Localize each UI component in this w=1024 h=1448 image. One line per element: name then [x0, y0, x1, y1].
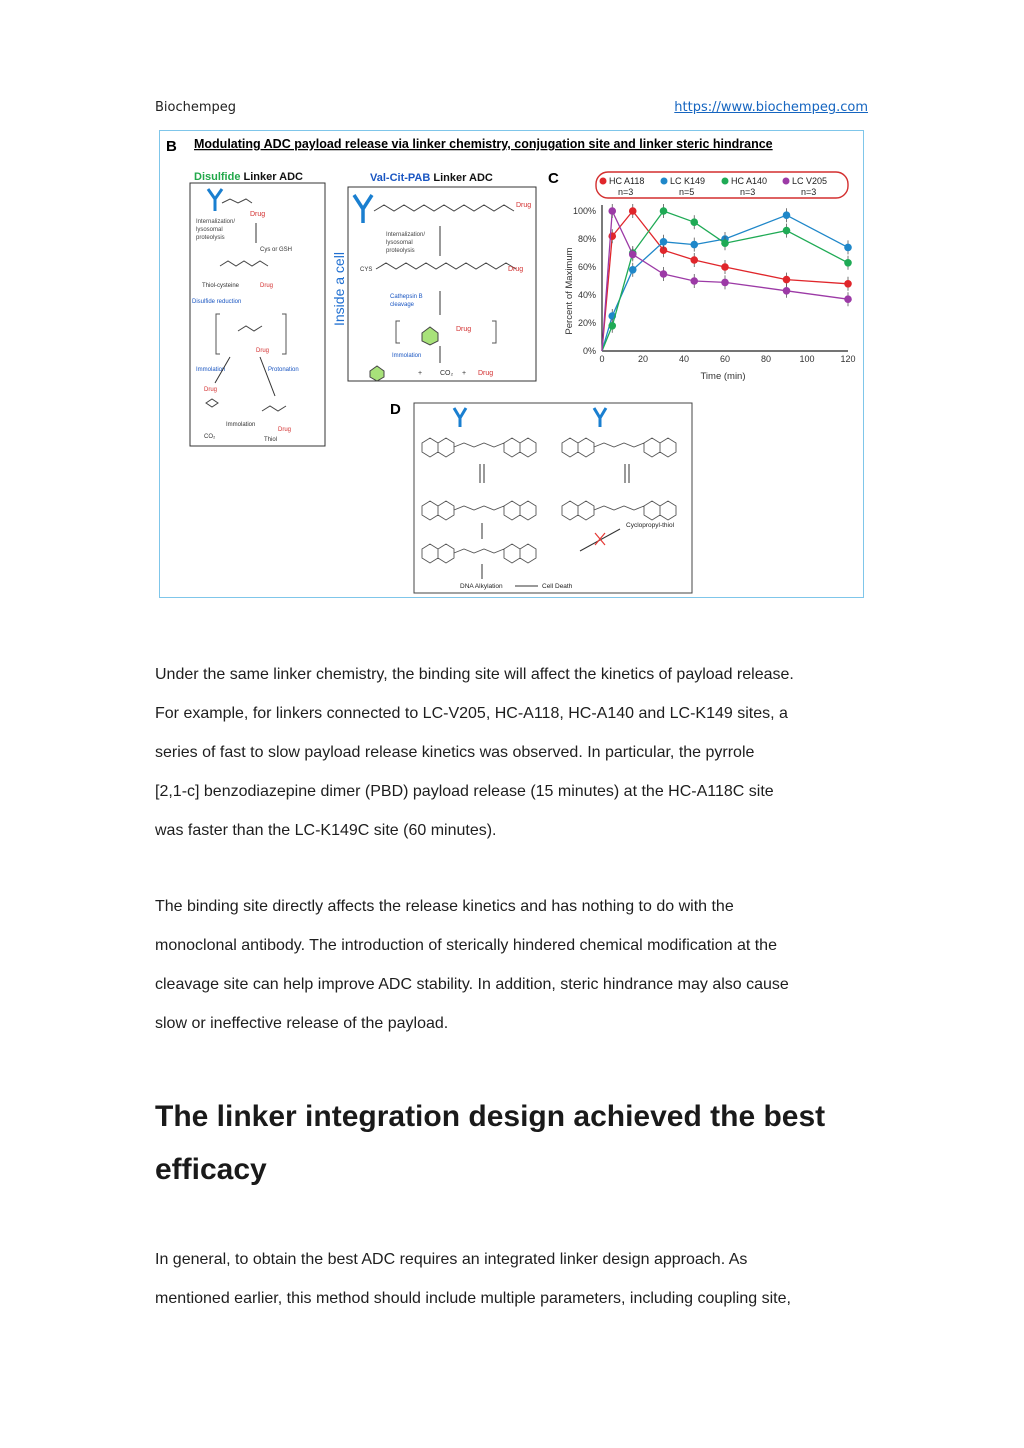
data-point	[608, 322, 616, 330]
pbd-antibody-icons	[454, 408, 606, 427]
data-point	[660, 238, 668, 246]
pbd-structures	[422, 438, 676, 563]
data-point	[721, 279, 729, 287]
immolation-label-2: Immolation	[226, 422, 256, 428]
drug-label-4: Drug	[204, 387, 218, 393]
panel-b-label: B	[166, 138, 177, 155]
x-tick-label: 60	[719, 354, 731, 364]
y-tick-label: 80%	[577, 234, 596, 244]
cyclopropyl-label: Cyclopropyl-thiol	[626, 522, 675, 529]
disulfide-title: Disulfide Linker ADC	[194, 171, 303, 183]
legend-n-label: n=3	[801, 187, 817, 197]
data-point	[844, 280, 852, 288]
site-name: Biochempeg	[155, 100, 237, 115]
y-tick-label: 100%	[572, 206, 596, 216]
internalization-label: Internalization/ lysosomal proteolysis	[196, 219, 236, 241]
aza-quinone-ring	[370, 366, 384, 381]
vcpab-cleaved-chain	[376, 263, 516, 269]
data-point	[783, 276, 791, 284]
x-tick-label: 0	[599, 354, 605, 364]
data-point	[629, 266, 637, 274]
thiol-structure	[220, 261, 268, 266]
cys-label: Cys or GSH	[260, 247, 293, 253]
vcpab-drug-label-2: Drug	[508, 266, 524, 273]
data-point	[608, 207, 616, 215]
heading-line: The linker integration design achieved the best	[155, 1100, 826, 1133]
legend-label: LC K149	[670, 176, 706, 186]
y-axis-label: Percent of Maximum	[564, 247, 575, 335]
drug-product: Drug	[478, 370, 494, 377]
legend-marker	[600, 178, 607, 185]
legend-label: LC V205	[792, 176, 828, 186]
text-line: The binding site directly affects the release kinetics and has nothing to do with the	[155, 898, 734, 915]
release-kinetics-chart	[573, 204, 856, 364]
data-point	[660, 207, 668, 215]
co2-label: CO₂	[204, 434, 216, 440]
data-point	[690, 256, 698, 264]
legend-label: HC A118	[609, 176, 645, 186]
linker-structure	[222, 199, 252, 203]
x-tick-label: 20	[637, 354, 649, 364]
legend-marker	[783, 178, 790, 185]
thiol-cysteine-label: Thiol-cysteine	[202, 283, 240, 289]
drug-label-3: Drug	[256, 348, 270, 354]
legend-marker	[661, 178, 668, 185]
data-point	[721, 239, 729, 247]
vcpab-drug-label-3: Drug	[456, 326, 472, 333]
text-line: [2,1-c] benzodiazepine dimer (PBD) payload release (15 minutes) at the HC-A118C site	[155, 783, 774, 800]
plus-1: +	[418, 370, 423, 377]
cell-death-label: Cell Death	[542, 583, 573, 590]
panel-c-label: C	[548, 170, 559, 187]
x-tick-label: 120	[840, 354, 856, 364]
data-point	[783, 211, 791, 219]
figure-title: Modulating ADC payload release via linker chemistry, conjugation site and linker steric hindrance	[194, 137, 773, 151]
x-axis-label: Time (min)	[700, 371, 746, 382]
paragraph-2	[155, 887, 885, 1043]
vcpab-antibody-icon	[354, 195, 372, 223]
disulfide-drug-label: Drug	[250, 211, 266, 218]
plus-2: +	[462, 370, 467, 377]
co2-product: CO₂	[440, 370, 454, 377]
legend-n-label: n=3	[618, 187, 634, 197]
data-point	[629, 207, 637, 215]
chart-legend	[600, 176, 828, 197]
thiol-label: Thiol	[264, 437, 278, 443]
y-tick-label: 60%	[577, 262, 596, 272]
bracket	[216, 314, 286, 354]
vcpab-internalization: Internalization/ lysosomal proteolysis	[386, 232, 426, 254]
y-tick-label: 40%	[577, 290, 596, 300]
legend-n-label: n=5	[679, 187, 695, 197]
heading-line: efficacy	[155, 1153, 267, 1186]
data-point	[690, 277, 698, 285]
vcpab-immolation: Immolation	[392, 353, 422, 359]
legend-marker	[722, 178, 729, 185]
site-url-link[interactable]: https://www.biochempeg.com	[674, 100, 868, 115]
vcpab-box	[348, 187, 536, 381]
legend-label: HC A140	[731, 176, 768, 186]
data-point	[660, 270, 668, 278]
text-line: For example, for linkers connected to LC-V205, HC-A118, HC-A140 and LC-K149 sites, a	[155, 705, 788, 722]
vcpab-title: Val-Cit-PAB Linker ADC	[370, 172, 493, 184]
data-point	[690, 218, 698, 226]
pab-ring	[422, 327, 438, 345]
vcpab-bracket	[396, 321, 496, 343]
data-point	[844, 295, 852, 303]
text-line: was faster than the LC-K149C site (60 minutes).	[155, 822, 497, 839]
immolation-label: Immolation	[196, 367, 226, 373]
panel-d-arrows	[480, 464, 629, 579]
data-point	[844, 259, 852, 267]
x-tick-label: 80	[760, 354, 772, 364]
y-tick-label: 0%	[582, 346, 596, 356]
data-point	[844, 244, 852, 252]
intermediate-structure	[238, 326, 262, 331]
drug-label-2: Drug	[260, 283, 274, 289]
data-point	[783, 227, 791, 235]
paragraph-1	[155, 655, 885, 850]
paragraph-3	[155, 1240, 885, 1318]
dna-alkylation-label: DNA Alkylation	[460, 583, 503, 590]
text-line: monoclonal antibody. The introduction of sterically hindered chemical modification at the	[155, 937, 777, 954]
panel-d-label: D	[390, 401, 401, 418]
y-tick-label: 20%	[577, 318, 596, 328]
text-line: Under the same linker chemistry, the binding site will affect the kinetics of payload release.	[155, 666, 794, 683]
cross-mark	[595, 533, 605, 545]
thiirane-structure	[206, 399, 218, 407]
x-tick-label: 40	[678, 354, 690, 364]
data-point	[629, 251, 637, 259]
antibody-icon	[208, 189, 222, 211]
text-line: In general, to obtain the best ADC requires an integrated linker design approach. As	[155, 1251, 748, 1268]
panel-d-box	[414, 403, 692, 593]
text-line: mentioned earlier, this method should include multiple parameters, including coupling site,	[155, 1290, 791, 1307]
legend-n-label: n=3	[740, 187, 756, 197]
thiol-product-structure	[262, 406, 286, 411]
data-point	[721, 263, 729, 271]
vcpab-drug-label: Drug	[516, 202, 532, 209]
text-line: series of fast to slow payload release kinetics was observed. In particular, the pyrrole	[155, 744, 755, 761]
drug-label-5: Drug	[278, 427, 292, 433]
vcpab-chain	[374, 205, 514, 211]
disulfide-reduction-label: Disulfide reduction	[192, 299, 242, 305]
x-tick-label: 100	[799, 354, 815, 364]
data-point	[783, 287, 791, 295]
text-line: slow or ineffective release of the payload.	[155, 1015, 449, 1032]
cathepsin-label: Cathepsin B cleavage	[390, 294, 423, 308]
inside-cell-label: Inside a cell	[331, 252, 347, 326]
section-heading	[155, 1090, 895, 1196]
text-line: cleavage site can help improve ADC stability. In addition, steric hindrance may also cause	[155, 976, 789, 993]
protonation-label: Protonation	[268, 367, 299, 373]
cys-text: CYS	[360, 267, 373, 273]
figure-svg	[160, 131, 862, 596]
figure-panel	[159, 130, 864, 598]
data-point	[690, 241, 698, 249]
arrow	[260, 357, 275, 396]
